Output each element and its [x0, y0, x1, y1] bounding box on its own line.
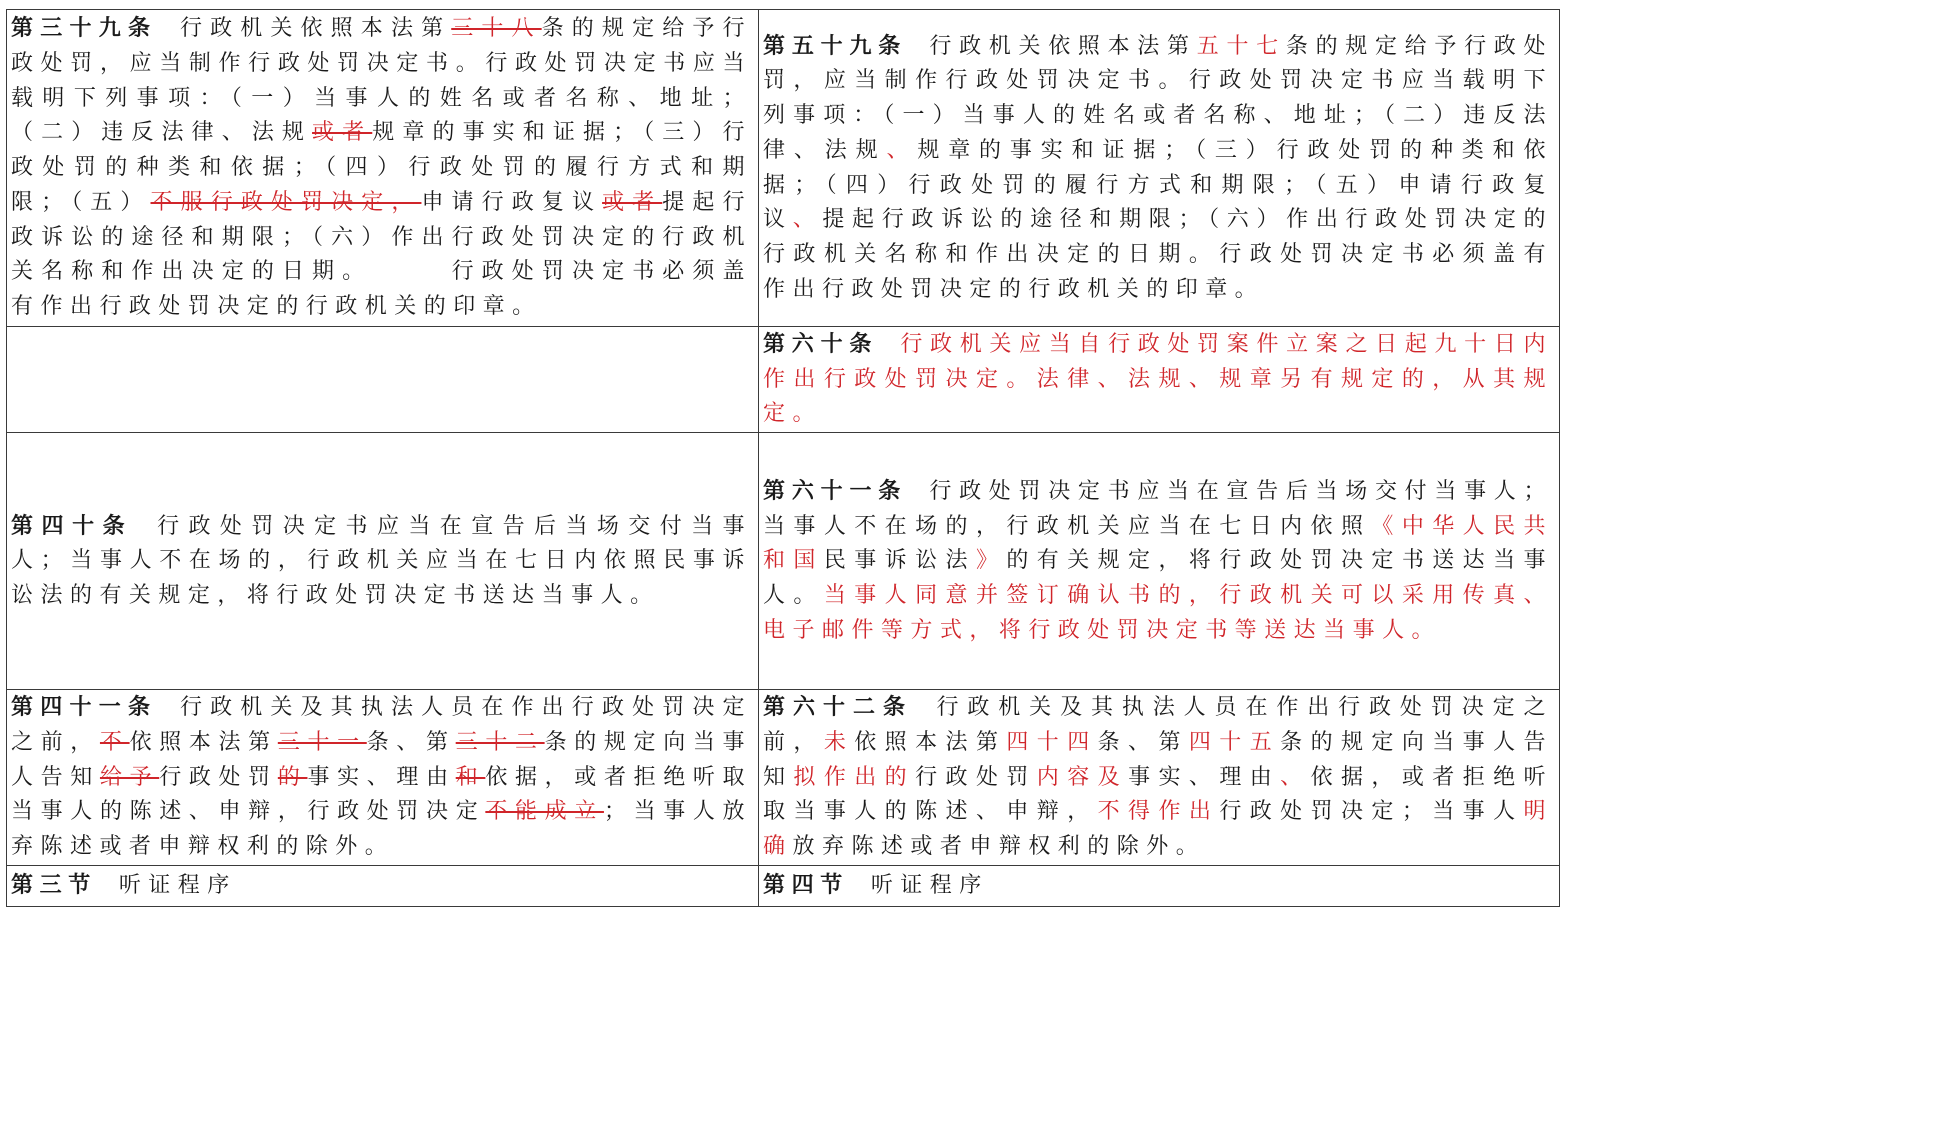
inserted-text: 内容及 [1036, 764, 1129, 790]
article-text: 听证程序 [870, 873, 989, 899]
new-law-cell [759, 327, 1560, 433]
article-title: 第六十一条 [763, 477, 908, 504]
inserted-text: 、 [1280, 764, 1311, 790]
article-text: 依照本法第 [854, 730, 1007, 756]
article-text: 依照本法第 [129, 730, 278, 756]
inserted-text: 五十七 [1196, 33, 1286, 59]
article-title: 第三十九条 [11, 15, 158, 42]
table-body [7, 10, 1560, 907]
law-comparison-table [6, 9, 1560, 907]
article-text: 听证程序 [118, 873, 237, 899]
table-row [7, 690, 1560, 866]
deleted-text: 三十一 [277, 730, 367, 756]
article-text: 条、第 [366, 730, 456, 756]
deleted-text: 不 [99, 730, 130, 756]
deleted-text: 不能成立 [485, 799, 604, 825]
inserted-text: 、 [886, 137, 918, 163]
article-text: 行政处罚决定；当事人 [1219, 799, 1524, 825]
old-law-cell [7, 866, 759, 907]
table-row [7, 10, 1560, 327]
article-text: 行政处罚 [159, 764, 278, 790]
article-text: 行政机关及其执法人员在作出行政处罚决定之前， [763, 695, 1553, 756]
article-text: 放弃陈述或者申辩权利的除外。 [792, 834, 1206, 860]
new-law-cell [759, 690, 1560, 866]
deleted-text: 三十二 [455, 730, 545, 756]
deleted-text: 给予 [99, 764, 160, 790]
inserted-text: 明确 [763, 799, 1553, 860]
article-text: 行政处罚决定书应当在宣告后当场交付当事人；当事人不在场的，行政机关应当在七日内依照 [763, 478, 1553, 539]
new-law-cell [759, 433, 1560, 690]
article-title: 第五十九条 [763, 32, 908, 59]
article-text: 条、第 [1097, 730, 1189, 756]
article-title: 第四十条 [11, 512, 134, 539]
article-title: 第四十一条 [11, 694, 158, 721]
article-title: 第六十二条 [763, 694, 914, 721]
article-text: 的有关规定，将行政处罚决定书送达当事人。 [763, 548, 1553, 608]
inserted-text: 不得作出 [1097, 799, 1220, 825]
inserted-text: 、 [792, 207, 823, 233]
article-text: 事实、理由 [307, 764, 456, 790]
deleted-text: 和 [455, 764, 486, 790]
article-text: 提起行政诉讼的途径和期限；（六）作出行政处罚决定的行政机关名称和作出决定的日期。行政处罚决定书必须盖有作出行政处罚决定的行政机关的印章。 [763, 207, 1554, 302]
article-text: 条的规定向当事人告知 [11, 730, 752, 790]
article-title: 第三节 [11, 872, 97, 899]
article-text: 条的规定向当事人告知 [763, 730, 1553, 790]
old-law-cell [7, 327, 759, 433]
old-law-cell [7, 433, 759, 690]
inserted-text: 《中华人民共和国 [763, 513, 1553, 574]
old-law-cell [7, 10, 759, 327]
article-text: 条的规定给予行政处罚，应当制作行政处罚决定书。行政处罚决定书应当载明下列事项：（一）当事人的姓名或者名称、地址；（二）违反法律、法规 [11, 16, 752, 146]
table-row [7, 433, 1560, 690]
inserted-text: 》 [975, 548, 1007, 574]
article-text: 依据，或者拒绝听取当事人的陈述、申辩， [763, 764, 1554, 825]
article-text: 民事诉讼法 [823, 548, 976, 574]
deleted-text: 的 [277, 764, 308, 790]
inserted-text: 行政机关应当自行政处罚案件立案之日起九十日内作出行政处罚决定。法律、法规、规章另有规定的，从其规定。 [763, 332, 1554, 427]
article-title: 第六十条 [763, 331, 879, 357]
new-law-cell [759, 866, 1560, 907]
article-text: 依据，或者拒绝听取当事人的陈述、申辩，行政处罚决定 [11, 764, 753, 825]
article-text: 事实、理由 [1128, 764, 1281, 790]
old-law-cell [7, 690, 759, 866]
table-row [7, 327, 1560, 433]
inserted-text: 当事人同意并签订确认书的，行政机关可以采用传真、电子邮件等方式，将行政处罚决定书等送达当事人。 [763, 582, 1553, 643]
inserted-text: 未 [823, 730, 855, 756]
article-text: 规章的事实和证据；（三）行政处罚的种类和依据；（四）行政处罚的履行方式和期限；（五）申请行政复议 [763, 137, 1554, 233]
article-text: 行政机关依照本法第 [179, 16, 452, 42]
article-text: 规章的事实和证据；（三）行政处罚的种类和依据；（四）行政处罚的履行方式和期限；（五） [11, 120, 752, 215]
article-text: 行政处罚 [915, 764, 1037, 790]
article-text: 行政机关及其执法人员在作出行政处罚决定之前， [11, 695, 752, 756]
article-text: 提起行政诉讼的途径和期限；（六）作出行政处罚决定的行政机关名称和作出决定的日期。 行政处罚决定书必须盖有作出行政处罚决定的行政机关的印章。 [11, 189, 752, 319]
article-text: 条的规定给予行政处罚，应当制作行政处罚决定书。行政处罚决定书应当载明下列事项：（一）当事人的姓名或者名称、地址；（二）违反法律、法规 [763, 33, 1553, 163]
article-text: ；当事人放弃陈述或者申辩权利的除外。 [11, 799, 753, 860]
inserted-text: 拟作出的 [793, 764, 916, 790]
inserted-text: 四十五 [1188, 730, 1281, 756]
table-row [7, 866, 1560, 907]
article-text: 申请行政复议 [421, 189, 603, 215]
inserted-text: 四十四 [1006, 730, 1098, 756]
deleted-text: 或者 [312, 120, 373, 146]
deleted-text: 不服行政处罚决定， [150, 189, 422, 215]
deleted-text: 或者 [602, 189, 663, 215]
new-law-cell [759, 10, 1560, 327]
deleted-text: 三十八 [451, 16, 542, 42]
article-text: 行政机关依照本法第 [929, 33, 1197, 59]
article-text: 行政处罚决定书应当在宣告后当场交付当事人；当事人不在场的，行政机关应当在七日内依照民事诉讼法的有关规定，将行政处罚决定书送达当事人。 [11, 513, 752, 608]
article-title: 第四节 [763, 872, 849, 899]
